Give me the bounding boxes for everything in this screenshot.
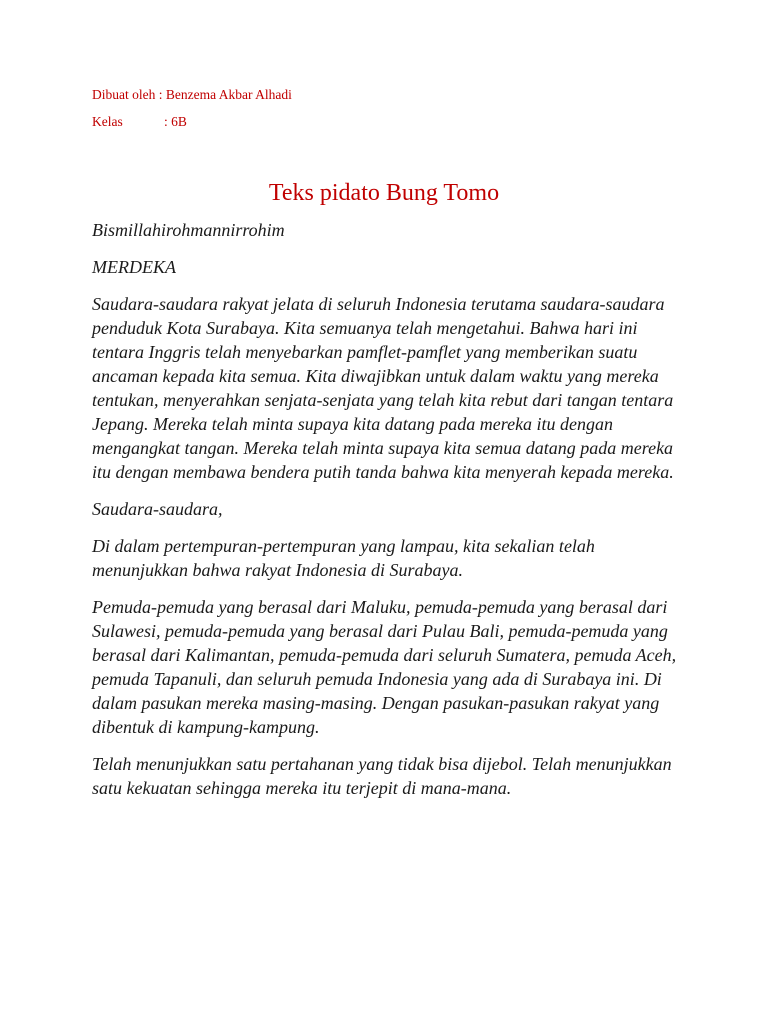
opening-exclamation: MERDEKA — [92, 257, 176, 277]
paragraph: Saudara-saudara, — [92, 499, 223, 519]
class-line — [92, 114, 187, 130]
document-title: Teks pidato Bung Tomo — [268, 180, 500, 206]
class-label: Kelas — [92, 114, 123, 129]
class-value: : 6B — [164, 114, 187, 129]
author-label: Dibuat oleh — [92, 87, 156, 102]
author-line — [92, 87, 292, 103]
paragraph: Pemuda-pemuda yang berasal dari Maluku, pemuda-pemuda yang berasal dari Sulawesi, pemuda-pemuda yang berasal dari Pulau Bali, pemuda-pemuda yang berasal dari Kalimantan, pemuda-pemuda dari seluruh Sumatera, pemuda Aceh, pemuda Tapanuli, dan seluruh pemuda Indonesia yang ada di Surabaya ini. Di dalam pasukan mereka masing-masing. Dengan pasukan-pasukan rakyat yang dibentuk di kampung-kampung. — [92, 597, 677, 737]
paragraph: Telah menunjukkan satu pertahanan yang tidak bisa dijebol. Telah menunjukkan satu kekuatan sehingga mereka itu terjepit di mana-mana. — [92, 754, 672, 798]
speech-body — [92, 218, 682, 813]
paragraph: Di dalam pertempuran-pertempuran yang lampau, kita sekalian telah menunjukkan bahwa rakyat Indonesia di Surabaya. — [92, 536, 595, 580]
opening-greeting: Bismillahirohmannirrohim — [92, 220, 285, 240]
author-value: : Benzema Akbar Alhadi — [155, 87, 292, 102]
paragraph: Saudara-saudara rakyat jelata di seluruh Indonesia terutama saudara-saudara penduduk Kota Surabaya. Kita semuanya telah mengetahui. Bahwa hari ini tentara Inggris telah menyebarkan pamflet-pamflet yang memberikan suatu ancaman kepada kita semua. Kita diwajibkan untuk dalam waktu yang mereka tentukan, menyerahkan senjata-senjata yang telah kita rebut dari tangan tentara Jepang. Mereka telah minta supaya kita datang pada mereka itu dengan mengangkat tangan. Mereka telah minta supaya kita semua datang pada mereka itu dengan membawa bendera putih tanda bahwa kita menyerah kepada mereka. — [92, 294, 674, 482]
